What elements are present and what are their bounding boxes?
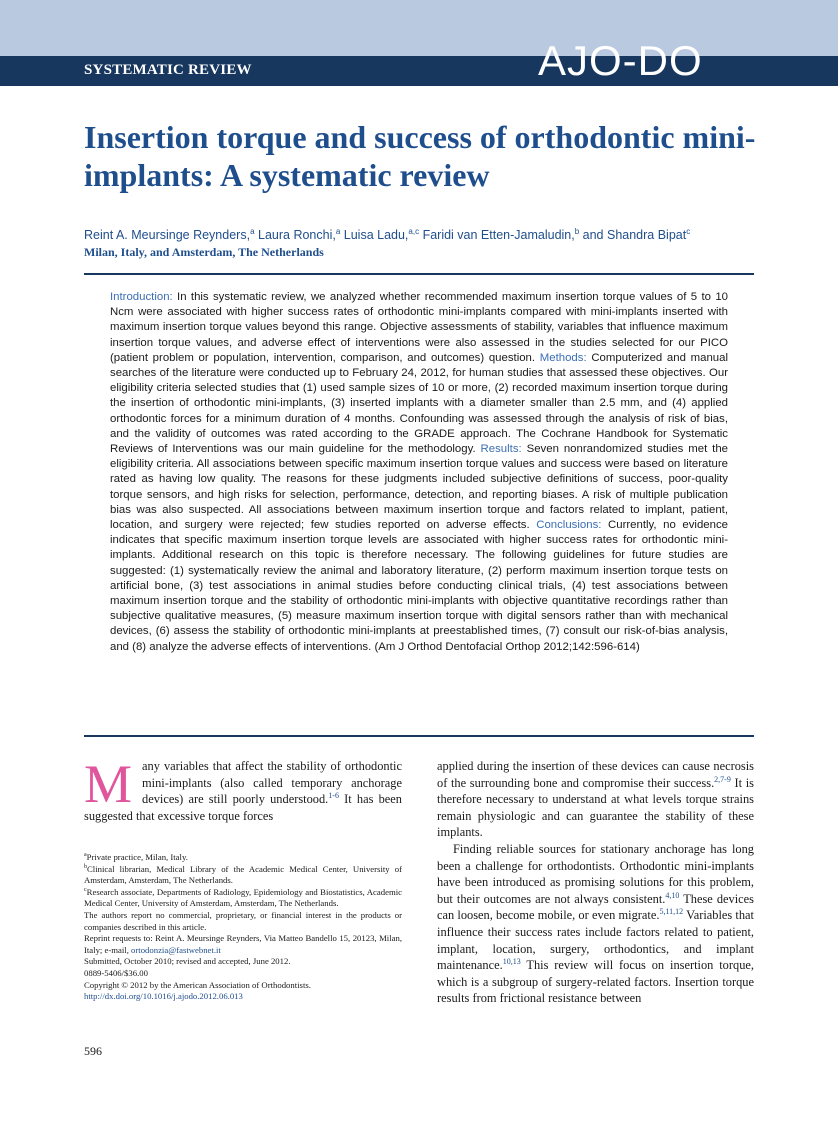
footnote-copyright: Copyright © 2012 by the American Association of Orthodontists.	[84, 979, 311, 990]
abstract-heading-results: Results:	[480, 443, 522, 456]
author-affiliation: c	[686, 226, 691, 236]
drop-cap: M	[84, 754, 133, 814]
body-text: applied during the insertion of these devices can cause necrosis of the surrounding bone and compromise their success.	[437, 759, 754, 790]
body-text: Finding reliable sources for stationary anchorage has long been a challenge for orthodontists. Orthodontic mini-implants have been introduced as promising solutions for this problem, but their outcomes are not always consistent.	[437, 841, 754, 906]
body-text: Variables that influence their success rates include factors related to patient, implant, location, surgery, orthodontics, and implant maintenance.	[437, 908, 755, 973]
abstract-results: Seven nonrandomized studies met the eligibility criteria. All associations between specific maximum insertion torque values and success were based on literature rated as having low quality. The reasons for these judgments included subjective definitions of success, poor-quality torque sensors, and high risks for selection, performance, detection, and reporting biases. A risk of multiple publication bias was also suspected. All associations between maximum insertion torque and factors related to implant, patient, location, and surgery were rejected; few studies reported on adverse effects.	[110, 443, 728, 532]
divider-bottom	[84, 735, 754, 737]
abstract-heading-introduction: Introduction:	[110, 291, 173, 303]
footnote-disclosure: The authors report no commercial, proprietary, or financial interest in the products or companies described in this article.	[84, 909, 402, 932]
section-label: SYSTEMATIC REVIEW	[84, 62, 252, 78]
footnote-mark: a	[84, 852, 87, 859]
author-name: Faridi van Etten-Jamaludin,	[422, 228, 575, 242]
abstract-introduction: In this systematic review, we analyzed whether recommended maximum insertion torque values of 5 to 10 Ncm were associated with higher success rates of orthodontic mini-implants compared with mini-implants inserted with maximum insertion torque values beyond this range. Objective assessments of stability, variables that influence maximum insertion torque values, and adverse effect of interventions were also assessed in the studies selected for our PICO (patient problem or population, intervention, comparison, and outcomes) question.	[110, 291, 728, 364]
body-text: This review will focus on insertion torque, which is a subgroup of surgery-related factors. Insertion torque results from frictional resistance between	[437, 958, 754, 1006]
footnote-affiliation-a	[84, 852, 402, 864]
footnote-affiliation-c	[84, 887, 402, 910]
paragraph	[437, 758, 754, 841]
body-text: any variables that affect the stability of orthodontic mini-implants (also called temporary anchorage devices) are still poorly understood.	[142, 759, 402, 807]
footnote-reprint	[84, 933, 402, 956]
footnote-text: Research associate, Departments of Radiology, Epidemiology and Biostatistics, Academic Medical Center, University of Amsterdam, Amsterdam, The Netherlands.	[84, 886, 402, 909]
abstract	[110, 290, 728, 655]
reference-link[interactable]: 5,11,12	[659, 907, 684, 917]
body-column-left	[84, 754, 402, 824]
body-column-right	[437, 758, 754, 1007]
footnote-mark: c	[84, 886, 87, 893]
footnote-text: Reprint requests to: Reint A. Meursinge Reynders, Via Matteo Bandello 15, 20123, Milan, Italy; e-mail,	[84, 933, 402, 955]
abstract-methods: Computerized and manual searches of the literature were conducted up to February 24, 2012, for human studies that assessed these objectives. Our eligibility criteria selected studies that (1) used sample sizes of 10 or more, (2) recorded maximum insertion torque during the insertion of orthodontic mini-implants, (3) inserted implants with a diameter smaller than 2.5 mm, and (4) applied orthodontic forces for a minimum duration of 4 months. Confounding was assessed through the analysis of risk of bias, and the validity of outcomes was rated according to the GRADE approach. The Cochrane Handbook for Systematic Reviews of Interventions was our main guideline for the methodology.	[110, 351, 728, 456]
body-text: It has been suggested that excessive torque forces	[84, 792, 402, 823]
email-link[interactable]: ortodonzia@fastwebnet.it	[131, 944, 221, 955]
journal-logo: AJO-DO	[538, 37, 703, 84]
footnote-text: Private practice, Milan, Italy.	[86, 852, 188, 862]
author-name: and Shandra Bipat	[582, 228, 687, 242]
author-affiliation: a,c	[408, 226, 420, 236]
header-band	[0, 0, 838, 56]
author-list	[84, 227, 784, 243]
author-name: Laura Ronchi,	[258, 228, 336, 242]
abstract-conclusions: Currently, no evidence indicates that specific maximum insertion torque levels are associated with higher success rates for orthodontic mini-implants. Additional research on this topic is therefore necessary. The following guidelines for future studies are suggested: (1) systematically review the animal and laboratory literature, (2) perform maximum insertion torque tests on artificial bone, (3) test associations in animal studies before conducting clinical trials, (4) test associations between maximum insertion torque and the stability of orthodontic mini-implants with objective quantitative recordings rather than subjective qualitative measures, (5) measure maximum insertion torque with digital sensors rather than with mechanical devices, (6) assess the stability of orthodontic mini-implants at preestablished times, (7) consult our risk-of-bias analysis, and (8) analyze the adverse effects of interventions. (Am J Orthod Dentofacial Orthop 2012;142:596-614)	[110, 519, 728, 653]
page-number: 596	[84, 1044, 102, 1058]
author-location: Milan, Italy, and Amsterdam, The Netherlands	[84, 245, 324, 259]
footnote-mark: b	[84, 863, 87, 870]
footnote-text: Clinical librarian, Medical Library of the Academic Medical Center, University of Amsterdam, Amsterdam, The Netherlands.	[84, 863, 402, 886]
author-name: Reint A. Meursinge Reynders,	[84, 228, 251, 242]
author-affiliation: b	[574, 226, 580, 236]
abstract-heading-conclusions: Conclusions:	[536, 519, 602, 532]
author-affiliation: a	[250, 226, 255, 236]
footnote-submitted: Submitted, October 2010; revised and accepted, June 2012.	[84, 956, 291, 967]
reference-link[interactable]: 10,13	[502, 957, 521, 966]
footnote-issn: 0889-5406/$36.00	[84, 967, 148, 978]
article-title: Insertion torque and success of orthodontic mini-implants: A systematic review	[84, 119, 756, 193]
author-name: Luisa Ladu,	[343, 228, 409, 242]
reference-link[interactable]: 2,7-9	[714, 774, 731, 784]
footnotes	[84, 852, 402, 1003]
doi-link[interactable]: http://dx.doi.org/10.1016/j.ajodo.2012.06.013	[84, 991, 243, 1002]
divider-top	[84, 273, 754, 275]
body-text: These devices can loosen, become mobile, or even migrate.	[437, 891, 754, 923]
footnote-affiliation-b	[84, 864, 402, 887]
paragraph	[437, 841, 754, 1007]
body-text: It is therefore necessary to understand at what levels torque strains remain physiologic and can guarantee the stability of these implants.	[437, 775, 755, 840]
reference-link[interactable]: 1-6	[328, 791, 339, 801]
abstract-heading-methods: Methods:	[539, 351, 587, 364]
reference-link[interactable]: 4,10	[665, 890, 680, 900]
author-affiliation: a	[335, 226, 341, 236]
